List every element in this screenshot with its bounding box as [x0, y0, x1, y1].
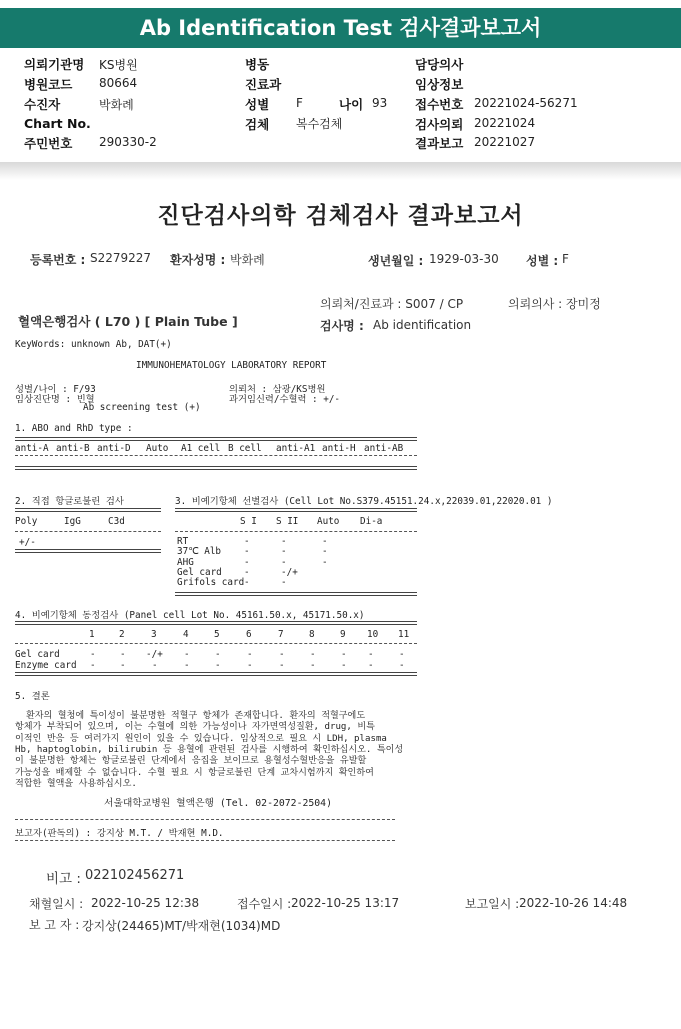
section3-rule-top — [175, 508, 417, 512]
panel-row-label: Gel card — [15, 649, 60, 660]
report-time-value: 2022-10-26 14:48 — [519, 896, 628, 910]
conclusion-line: 적합한 혈액을 사용하십시오. — [15, 778, 137, 789]
panel-cell: - — [310, 659, 316, 671]
department-label: 진료과 — [245, 77, 282, 92]
examinee-label: 수진자 — [24, 97, 61, 112]
panel-cell: - — [184, 649, 190, 660]
section1-rule-bottom — [15, 466, 417, 470]
dat-header-c3d: C3d — [108, 516, 125, 527]
screening-row-label: AHG — [177, 556, 194, 568]
section1-title: 1. ABO and RhD type : — [15, 423, 133, 434]
scan-divider — [0, 162, 681, 180]
sex-value: F — [296, 96, 303, 110]
screening-header-cell: S II — [276, 516, 299, 527]
result-date-label: 결과보고 — [415, 136, 464, 151]
screening-cell: - — [244, 566, 250, 578]
screening-cell: - — [281, 577, 287, 589]
requester2-line: 의뢰처 : 삼광/KS병원 — [229, 384, 326, 395]
age-value: 93 — [372, 96, 388, 110]
screening-line: Ab screening test (+) — [83, 402, 201, 413]
panel-cell: - — [90, 659, 96, 671]
abo-header-cell: anti-B — [56, 443, 90, 454]
ordering-doctor-line: 의뢰의사 : 장미정 — [508, 297, 601, 311]
abo-header-cell: A1 cell — [181, 443, 221, 454]
abo-header-cell: Auto — [146, 443, 169, 454]
panel-header-cell: 2 — [119, 629, 125, 640]
banner-title: Ab Identification Test 검사결과보고서 — [139, 16, 542, 40]
specimen-label: 검체 — [245, 117, 270, 132]
screening-cell: - — [322, 556, 328, 568]
section3-title: 3. 비예기항체 선별검사 (Cell Lot No.S379.45151.24.x,22039.01,22020.01 ) — [175, 496, 553, 507]
screening-row-label: RT — [177, 536, 189, 547]
resident-no-value: 290330-2 — [99, 135, 157, 149]
hospital-code-label: 병원코드 — [24, 77, 73, 92]
panel-cell: - — [399, 649, 405, 660]
screening-header-cell: S I — [240, 516, 257, 527]
collection-value: 2022-10-25 12:38 — [91, 896, 200, 910]
section1-rule-top — [15, 437, 417, 441]
specimen-value: 복수검체 — [296, 117, 343, 131]
clinical-dx-line: 임상진단명 : 빈혈 — [15, 394, 95, 405]
panel-header-cell: 8 — [309, 629, 315, 640]
collection-label: 채혈일시 : — [29, 897, 84, 911]
section3-rule-bottom — [175, 592, 417, 596]
panel-header-cell: 7 — [278, 629, 284, 640]
receipt-value: 2022-10-25 13:17 — [291, 896, 400, 910]
exam-title: 혈액은행검사 ( L70 ) [ Plain Tube ] — [18, 314, 238, 329]
panel-header-cell: 6 — [246, 629, 252, 640]
dob-value: 1929-03-30 — [429, 252, 499, 266]
panel-row-label: Enzyme card — [15, 659, 77, 671]
reg-no-value: S2279227 — [90, 251, 152, 265]
dat-header-poly: Poly — [15, 516, 38, 527]
section3-rule-mid — [175, 531, 417, 532]
screening-cell: - — [244, 556, 250, 568]
conclusion-line: 환자의 혈청에 특이성이 불분명한 적혈구 항체가 존재합니다. 환자의 적혈구에도 — [15, 711, 366, 721]
screening-cell: - — [281, 556, 287, 568]
panel-cell: - — [152, 659, 158, 671]
panel-cell: - — [310, 649, 316, 660]
reporter2-value: 강지상(24465)MT/박재현(1034)MD — [82, 919, 281, 933]
note-label: 비고 : — [46, 871, 81, 887]
screening-cell: - — [322, 546, 328, 558]
abo-header-cell: anti-AB — [364, 443, 404, 454]
test-name-label: 검사명 : — [320, 319, 364, 333]
report-sex-label: 성별 : — [526, 254, 559, 268]
screening-header-cell: Di-a — [360, 516, 383, 527]
test-name-value: Ab identification — [373, 318, 472, 332]
request-date-label: 검사의뢰 — [415, 117, 464, 132]
section2-title: 2. 직접 항글로불린 검사 — [15, 496, 124, 507]
reporter-rule-top — [15, 819, 395, 820]
section2-rule-top — [15, 508, 161, 512]
section1-rule-mid — [15, 455, 417, 456]
report-title: 진단검사의학 검체검사 결과보고서 — [157, 202, 524, 229]
section2-rule-mid — [15, 531, 161, 532]
panel-cell: - — [368, 659, 374, 671]
abo-header-cell: anti-A1 — [276, 443, 316, 454]
hospital-code-value: 80664 — [99, 76, 138, 90]
dat-value-poly: +/- — [19, 537, 36, 548]
abo-header-cell: anti-H — [322, 443, 356, 454]
chart-no-label: Chart No. — [24, 116, 91, 131]
panel-cell: - — [120, 659, 126, 671]
note-value: 022102456271 — [85, 868, 185, 883]
blood-bank-contact: 서울대학교병원 혈액은행 (Tel. 02-2072-2504) — [104, 798, 332, 809]
screening-cell: - — [244, 577, 250, 589]
history-line: 과거임신력/수혈력 : +/- — [229, 394, 341, 405]
screening-row-label: 37℃ Alb — [177, 546, 222, 558]
panel-header-cell: 1 — [89, 629, 95, 640]
receipt-no-value: 20221024-56271 — [474, 96, 578, 110]
receipt-label: 접수일시 : — [237, 897, 292, 911]
screening-cell: - — [244, 536, 250, 547]
screening-cell: - — [281, 546, 287, 558]
keywords: KeyWords: unknown Ab, DAT(+) — [15, 339, 172, 350]
panel-cell: - — [279, 659, 285, 671]
conclusion-line: 가능성을 배제할 수 없습니다. 수혈 필요 시 항글로불린 단계 교차시험까지 확인하여 — [15, 767, 374, 778]
dat-header-igg: IgG — [64, 516, 81, 527]
panel-header-cell: 3 — [151, 629, 157, 640]
section4-rule-mid — [15, 643, 417, 644]
panel-cell: - — [215, 659, 221, 671]
panel-cell: - — [368, 649, 374, 660]
report-banner — [0, 8, 681, 48]
abo-header-cell: anti-D — [97, 443, 131, 454]
patient-name-value: 박화례 — [230, 253, 265, 267]
receipt-no-label: 접수번호 — [415, 97, 464, 112]
screening-cell: - — [244, 546, 250, 558]
panel-cell: - — [341, 659, 347, 671]
requester-line: 의뢰처/진료과 : S007 / CP — [320, 297, 464, 311]
reporter2-label: 보 고 자 : — [29, 918, 80, 932]
result-date-value: 20221027 — [474, 135, 536, 149]
conclusion-line: Hb, haptoglobin, bilirubin 등 용혈에 관련된 검사를 시행하여 확인하십시오. 특이성 — [15, 744, 404, 755]
reg-no-label: 등록번호 : — [30, 253, 86, 267]
patient-header — [0, 48, 681, 168]
panel-cell: - — [247, 649, 253, 660]
panel-cell: - — [184, 659, 190, 671]
section4-rule-bottom — [15, 672, 417, 676]
section2-rule-bottom — [15, 549, 161, 553]
attending-doctor-label: 담당의사 — [415, 57, 464, 72]
panel-cell: - — [279, 649, 285, 660]
screening-row-label: Gel card — [177, 566, 222, 578]
conclusion-line: 이적인 반응 등 여러가지 원인이 있을 수 있습니다. 임상적으로 필요 시 LDH, plasma — [15, 733, 387, 744]
panel-header-cell: 4 — [183, 629, 189, 640]
resident-no-label: 주민번호 — [24, 136, 73, 151]
abo-header-cell: anti-A — [15, 443, 49, 454]
panel-cell: - — [120, 649, 126, 660]
panel-cell: - — [247, 659, 253, 671]
ward-label: 병동 — [245, 57, 270, 72]
report-time-label: 보고일시 : — [465, 897, 520, 911]
panel-header-cell: 11 — [398, 629, 410, 640]
section4-rule-top — [15, 621, 417, 625]
panel-header-cell: 5 — [214, 629, 220, 640]
panel-cell: - — [341, 649, 347, 660]
reporter-rule-bottom — [15, 840, 395, 841]
panel-cell: - — [215, 649, 221, 660]
screening-cell: -/+ — [281, 566, 298, 578]
screening-cell: - — [281, 536, 287, 547]
panel-header-cell: 9 — [340, 629, 346, 640]
clinical-info-label: 임상정보 — [415, 77, 464, 92]
institution-value: KS병원 — [99, 58, 138, 72]
age-label: 나이 — [339, 97, 364, 112]
panel-cell: - — [90, 649, 96, 660]
request-date-value: 20221024 — [474, 116, 536, 130]
lab-report-title: IMMUNOHEMATOLOGY LABORATORY REPORT — [136, 360, 327, 371]
reporter-line: 보고자(판독의) : 강지상 M.T. / 박재현 M.D. — [15, 828, 224, 839]
section4-title: 4. 비예기항체 동정검사 (Panel cell Lot No. 45161.50.x, 45171.50.x) — [15, 610, 365, 621]
conclusion-line: 이 불분명한 항체는 항글로불린 단계에서 응집을 보이므로 용혈성수혈반응을 유발할 — [15, 756, 367, 767]
conclusion-line: 항체가 부착되어 있으며, 이는 수혈에 의한 가능성이나 자가면역성질환, drug, 비특 — [15, 722, 375, 733]
screening-header-cell: Auto — [317, 516, 340, 527]
institution-label: 의뢰기관명 — [24, 57, 85, 72]
examinee-value: 박화례 — [99, 98, 134, 112]
panel-cell: - — [399, 659, 405, 671]
panel-header-cell: 10 — [367, 629, 379, 640]
sex-age-line: 성별/나이 : F/93 — [15, 384, 96, 395]
abo-header-cell: B cell — [228, 443, 262, 454]
dob-label: 생년월일 : — [368, 254, 424, 268]
screening-cell: - — [322, 536, 328, 547]
panel-cell: -/+ — [146, 649, 163, 660]
screening-row-label: Grifols card — [177, 577, 245, 589]
sex-label: 성별 — [245, 97, 270, 112]
patient-name-label: 환자성명 : — [170, 253, 226, 267]
report-sex-value: F — [562, 252, 569, 266]
scanned-report — [0, 180, 681, 1029]
section5-title: 5. 결론 — [15, 691, 50, 702]
